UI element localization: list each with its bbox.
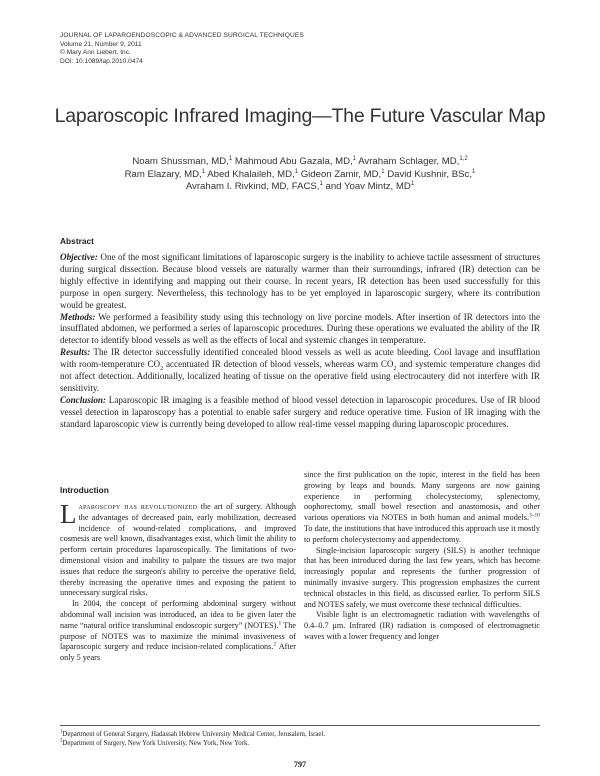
abstract-conclusion (60, 395, 540, 431)
citation-ref: 1 (278, 620, 282, 627)
citation-ref: 2 (273, 641, 277, 648)
footnote (60, 739, 325, 748)
results-text: accentuated IR detection of blood vessels, whereas warm CO (165, 359, 394, 370)
author-name: Mahmoud Abu Gazala, MD, (234, 156, 353, 167)
paragraph-text: In 2004, the concept of performing abdominal surgery without abdominal wall incision was introduced, an idea to be given later the name “natural orifice transluminal endoscopic surgery” (NOTES). (60, 599, 296, 630)
author-name: Abed Khalaileh, MD, (207, 168, 295, 180)
paragraph-text: The purpose of NOTES was to maximize the minimal invasiveness of laparoscopic surgery and reduce incision-related complications. (60, 620, 296, 652)
intro-paragraph (60, 599, 296, 664)
author-name: and Yoav Mintz, MD (325, 181, 411, 193)
paragraph-text: the art of surgery. Although the advantages of decreased pain, early mobilization, decreased incidence of wound-related complications, and improved cosmesis are well known, disadvantages exist, which limit the ability to perform certain procedures laparoscopically. The limitations of two-dimensional vision and inability to palpate the tissues are two major issues that reduce the surgeon's ability to perceive the operative field, thereby increasing the operative times and exposing the patient to unnecessary surgical risks. (60, 502, 297, 598)
footnote-number: 1 (60, 729, 63, 735)
author-name: Avraham Schlager, MD, (358, 156, 460, 167)
lead-in-smallcaps: aparoscopy has revolutionized (78, 502, 198, 511)
author-line-3 (0, 181, 600, 194)
intro-paragraph (60, 499, 297, 599)
author-affiliation: 1 (201, 168, 206, 175)
objective-text: One of the most significant limitations of laparoscopic surgery is the inability to achieve tactile assessment of structures during surgical dissection. Because blood vessels are naturally warmer than their surroundings, infrared (IR) detection can be highly effective in identifying and mapping out their course. In recent years, IR detection has been used successfully for this purpose in open surgery. Nevertheless, this technology has to be yet employed in laparoscopic surgery, where its contribution would be greatest. (60, 252, 540, 310)
author-affiliation: 1 (381, 168, 385, 175)
paragraph-text: After only 5 years (60, 642, 296, 663)
author-list (0, 156, 600, 194)
methods-text: We performed a feasibility study using this technology on live porcine models. After insertion of IR detectors into the insufflated abdomen, we performed a series of laparoscopic procedures. During these operations we evaluated the ability of the IR detector to identify blood vessels as well as the effects of local and systemic changes in temperature. (60, 311, 541, 346)
results-text: and systemic temperature changes did not affect detection. Additionally, localized heating of tissue on the operative field using electrocautery did not interfere with IR sensitivity. (60, 359, 540, 393)
right-column (304, 470, 540, 643)
results-label: Results: (60, 347, 91, 358)
author-name: David Kushnir, BSc, (387, 168, 473, 180)
author-affiliation: 1 (319, 181, 323, 187)
footnote-text: Department of Surgery, New York University, New York, New York. (62, 740, 250, 747)
abstract-heading: Abstract (60, 236, 94, 246)
author-affiliation: 1 (294, 168, 299, 175)
article-title: Laparoscopic Infrared Imaging—The Future Vascular Map (54, 105, 546, 127)
introduction-heading: Introduction (60, 485, 109, 495)
abstract-body (60, 252, 540, 431)
author-line-2 (0, 169, 600, 182)
author-line-1 (0, 156, 600, 169)
objective-label: Objective: (60, 252, 98, 262)
intro-paragraph (304, 546, 540, 611)
author-affiliation: 1 (410, 181, 415, 187)
footnotes (60, 730, 325, 748)
author-affiliation: 1,2 (459, 155, 468, 162)
author-affiliation: 1 (472, 168, 476, 175)
citation-ref: 3–10 (529, 512, 540, 519)
journal-copyright: © Mary Ann Liebert, Inc. (60, 49, 131, 57)
footnote (60, 730, 325, 739)
conclusion-label: Conclusion: (60, 394, 106, 405)
journal-doi: DOI: 10.1089/lap.2010.0474 (60, 57, 143, 65)
author-name: Avraham I. Rivkind, MD, FACS, (185, 181, 320, 193)
abstract-methods (60, 312, 540, 348)
author-name: Ram Elazary, MD, (124, 168, 202, 180)
author-name: Noam Shussman, MD, (132, 156, 229, 167)
paragraph-text: Single-incision laparoscopic surgery (SILS) is another technique that has been introduced during the last few years, which has become increasingly popular and represents the further progression of minimally invasive surgery. This progression emphasizes the current technical obstacles in this field, as discussed earlier. To perform SILS and NOTES safely, we must overcome these technical difficulties. (304, 545, 540, 609)
left-column (60, 499, 297, 664)
journal-name: JOURNAL OF LAPAROENDOSCOPIC & ADVANCED SURGICAL TECHNIQUES (60, 32, 304, 39)
methods-label: Methods: (60, 311, 96, 322)
journal-volume: Volume 21, Number 9, 2011 (60, 40, 142, 48)
intro-paragraph (304, 610, 540, 642)
footnote-text: Department of General Surgery, Hadassah Hebrew University Medical Center, Jerusalem, Israel. (62, 731, 326, 738)
page-number: 797 (293, 760, 307, 769)
footnote-divider (60, 725, 540, 726)
author-affiliation: 1 (228, 155, 233, 162)
abstract-objective (60, 252, 540, 312)
results-text: The IR detector successfully identified concealed blood vessels as well as acute bleeding. Cool lavage and insufflation with room-temperature CO (60, 347, 540, 370)
conclusion-text: Laparoscopic IR imaging is a feasible method of blood vessel detection in laparoscopic procedures. Use of IR blood vessel detection in laparoscopy has a potential to enable safer surgery and reduce operative time. Fusion of IR imaging with the standard laparoscopic view is currently being developed to allow real-time vessel mapping during laparoscopic procedures. (60, 394, 540, 429)
author-affiliation: 1 (352, 155, 357, 162)
paragraph-text: To date, the institutions that have introduced this approach use it mostly to perform cholecystectomy and appendectomy. (304, 523, 540, 544)
journal-header (60, 32, 304, 66)
paragraph-text: since the first publication on the topic, interest in the field has been growing by leaps and bounds. Many surgeons are now gaining experience in performing cholecystectomy, splenectomy, oophorectomy, small bowel resection and anastomosis, and other various operations via NOTES in both human and animal models. (304, 470, 540, 523)
abstract-results (60, 347, 540, 395)
author-name: Gideon Zamir, MD, (300, 168, 382, 180)
footnote-number: 2 (60, 738, 63, 744)
co2-subscript: 2 (393, 365, 397, 372)
paragraph-text: Visible light is an electromagnetic radiation with wavelengths of 0.4–0.7 μm. Infrared (IR) radiation is composed of electromagnetic waves with a lower frequency and longer (304, 610, 540, 641)
intro-paragraph (304, 470, 540, 546)
co2-subscript: 2 (160, 365, 164, 372)
drop-cap: L (60, 499, 77, 529)
